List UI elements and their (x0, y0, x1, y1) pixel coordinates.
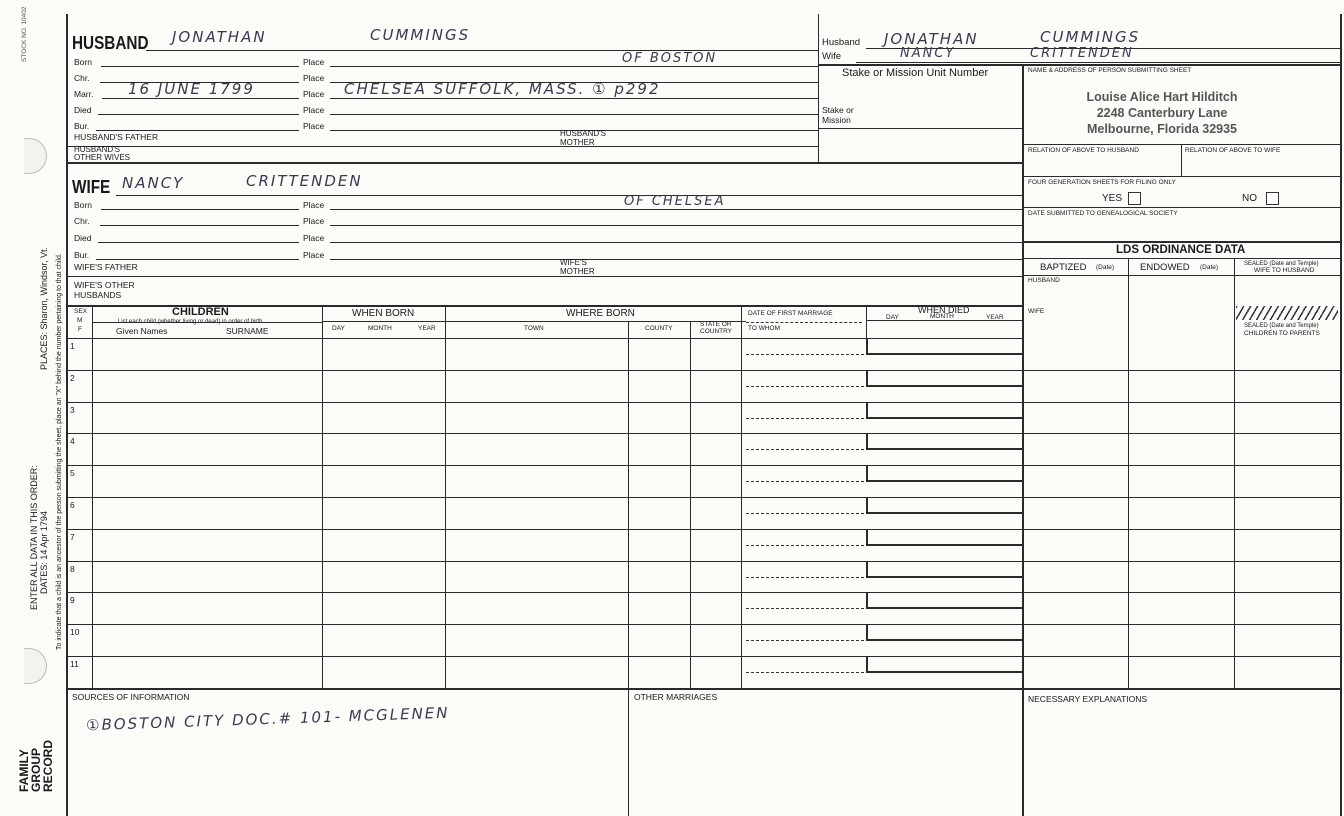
lds-ordinance-heading: LDS ORDINANCE DATA (1116, 244, 1246, 256)
sex-m-label: M (77, 317, 83, 324)
baptized-label: BAPTIZED (1040, 262, 1087, 273)
child-row-number: 3 (70, 404, 75, 415)
husband-section-bottom (66, 162, 1022, 164)
dates-note: DATES: 14 Apr 1794 (39, 511, 49, 594)
husband-surname: CUMMINGS (370, 26, 471, 44)
child-row-number: 11 (70, 659, 79, 669)
husband-other-wives-2: OTHER WIVES (74, 153, 131, 162)
child-row-divider (66, 561, 1340, 562)
child-row-number: 10 (70, 627, 80, 638)
date-submitted-label: DATE SUBMITTED TO GENEALOGICAL SOCIETY (1028, 210, 1178, 217)
submitter-city: Melbourne, Florida 32935 (1086, 122, 1238, 136)
source-entry: ①BOSTON CITY DOC.# 101- MCGLENEN (85, 703, 450, 735)
marriage-date-line (746, 449, 864, 450)
stake-unit-number-label: Stake or Mission Unit Number (842, 67, 989, 79)
baptized-date-label: (Date) (1096, 264, 1115, 271)
died-day-label: DAY (886, 314, 899, 321)
stake-mission-label-1: Stake or (822, 105, 854, 115)
wife-born-label: Born (74, 200, 92, 210)
ordinance-wife-label: WIFE (1028, 308, 1045, 315)
child-row-number: 2 (70, 372, 75, 383)
husband-mother-label-2: MOTHER (560, 138, 595, 147)
form-title-line-3: RECORD (41, 739, 55, 792)
wife-heading: WIFE (72, 177, 111, 197)
relation-to-wife-label: RELATION OF ABOVE TO WIFE (1185, 147, 1281, 154)
husband-died-label: Died (74, 105, 92, 115)
marriage-date-line (746, 640, 864, 641)
tr-husband-given: JONATHAN (884, 30, 979, 48)
tr-wife-given: NANCY (900, 46, 956, 61)
no-checkbox[interactable] (1266, 192, 1279, 205)
marriage-date-line (746, 672, 864, 673)
surname-label: SURNAME (226, 326, 269, 336)
wife-given-name: NANCY (122, 174, 185, 192)
other-marriages-label: OTHER MARRIAGES (634, 692, 718, 702)
husband-heading: HUSBAND (72, 33, 149, 53)
husband-name-line (146, 50, 818, 51)
county-label: COUNTY (645, 325, 673, 332)
husband-marriage-place: CHELSEA SUFFOLK, MASS. ① p292 (344, 80, 661, 98)
husband-marr-label: Marr. (74, 89, 94, 99)
husband-marriage-date: 16 JUNE 1799 (128, 80, 255, 98)
tr-husband-surname: CUMMINGS (1040, 28, 1141, 46)
child-row-number: 5 (70, 468, 75, 479)
ancestor-note: To indicate that a child is an ancestor of the person submitting the sheet, place an "X" behind the number pertaining to that child. (56, 253, 63, 650)
town-label: TOWN (524, 325, 544, 332)
husband-father-label: HUSBAND'S FATHER (74, 132, 159, 142)
first-marriage-label: DATE OF FIRST MARRIAGE (748, 310, 833, 317)
children-list-note: List each child (whether living or dead) in order of birth (118, 319, 263, 325)
wife-bur-place-label: Place (303, 250, 325, 260)
died-bracket (866, 657, 1024, 673)
wife-mother-label-2: MOTHER (560, 267, 595, 276)
marriage-date-line (746, 418, 864, 419)
died-bracket (866, 371, 1024, 387)
explanations-label: NECESSARY EXPLANATIONS (1028, 694, 1148, 704)
child-row-number: 1 (70, 341, 75, 351)
husband-given-name: JONATHAN (172, 28, 267, 46)
wife-chr-label: Chr. (74, 216, 90, 226)
child-row-number: 7 (70, 531, 75, 542)
husband-born-place: OF BOSTON (622, 51, 718, 66)
died-year-label: YEAR (986, 314, 1004, 321)
husband-mother-label-1: HUSBAND'S (560, 129, 606, 138)
husband-other-wives-1: HUSBAND'S (74, 145, 120, 154)
when-born-label: WHEN BORN (352, 308, 415, 319)
wife-name-line (116, 195, 1022, 196)
husband-marr-place-label: Place (303, 89, 325, 99)
died-bracket (866, 593, 1024, 609)
died-bracket (866, 434, 1024, 450)
four-gen-label: FOUR GENERATION SHEETS FOR FILING ONLY (1028, 179, 1176, 186)
wife-died-label: Died (74, 233, 92, 243)
children-heading: CHILDREN (172, 306, 229, 318)
enter-all-note: ENTER ALL DATA IN THIS ORDER: (29, 465, 39, 610)
when-died-label: WHEN DIED (918, 305, 970, 315)
child-row-divider (66, 624, 1340, 625)
sex-label: SEX (74, 308, 88, 315)
born-day-label: DAY (332, 325, 345, 332)
husband-chr-label: Chr. (74, 73, 90, 83)
submitter-street: 2248 Canterbury Lane (1096, 106, 1228, 120)
state-label-1: STATE OR (700, 321, 732, 328)
died-bracket (866, 498, 1024, 514)
sealed-hatch (1236, 306, 1338, 320)
no-label: NO (1242, 193, 1257, 204)
child-row-divider (66, 656, 1340, 657)
wife-other-husbands-1: WIFE'S OTHER (74, 280, 135, 290)
places-note: PLACES: Sharon, Windsor, Vt. (39, 246, 49, 370)
died-bracket (866, 530, 1024, 546)
husband-died-place-label: Place (303, 105, 325, 115)
yes-checkbox[interactable] (1128, 192, 1141, 205)
marriage-date-line (746, 545, 864, 546)
ordinance-husband-label: HUSBAND (1028, 277, 1060, 284)
tr-husband-label: Husband (822, 37, 861, 48)
husband-born-place-label: Place (303, 57, 325, 67)
top-mid-divider (818, 14, 819, 162)
died-bracket (866, 403, 1024, 419)
form-title (18, 740, 54, 792)
sealed-ctp-label-1: SEALED (Date and Temple) (1244, 323, 1319, 329)
died-bracket (866, 562, 1024, 578)
given-names-label: Given Names (116, 326, 168, 336)
marriage-date-line (746, 608, 864, 609)
child-row-divider (66, 592, 1340, 593)
died-bracket (866, 466, 1024, 482)
husband-chr-place-label: Place (303, 73, 325, 83)
child-row-number: 6 (70, 500, 75, 510)
child-row-number: 9 (70, 595, 75, 606)
relation-to-husband-label: RELATION OF ABOVE TO HUSBAND (1028, 147, 1139, 154)
sealed-wth-label-1: SEALED (Date and Temple) (1244, 261, 1319, 267)
died-bracket (866, 339, 1024, 355)
endowed-date-label: (Date) (1200, 264, 1219, 271)
child-row-divider (66, 465, 1340, 466)
child-row-number: 8 (70, 563, 75, 574)
husband-bur-label: Bur. (74, 121, 90, 131)
binder-hole-top (24, 138, 47, 174)
stake-mission-label-2: Mission (822, 115, 851, 125)
state-label-2: COUNTRY (700, 328, 733, 335)
died-month-label: MONTH (930, 313, 954, 320)
born-month-label: MONTH (368, 325, 392, 332)
endowed-label: ENDOWED (1140, 262, 1190, 273)
husband-born-label: Born (74, 57, 92, 67)
child-row-divider (66, 529, 1340, 530)
binder-hole-bottom (24, 648, 47, 684)
stock-code: STOCK NO. 10402 (21, 6, 28, 62)
child-row-number: 4 (70, 436, 75, 447)
wife-mother-label-1: WIFE'S (560, 258, 587, 267)
child-row-divider (66, 370, 1340, 371)
marriage-date-line (746, 513, 864, 514)
sealed-wth-label-2: WIFE TO HUSBAND (1254, 267, 1315, 274)
children-table-bottom (66, 688, 1340, 690)
child-row-divider (66, 433, 1340, 434)
submitter-label: NAME & ADDRESS OF PERSON SUBMITTING SHEET (1028, 67, 1192, 74)
marriage-date-line (746, 386, 864, 387)
tr-wife-label: Wife (822, 51, 841, 62)
died-bracket (866, 625, 1024, 641)
wife-born-place: OF CHELSEA (624, 194, 726, 209)
sex-f-label: F (78, 326, 82, 333)
wife-chr-place-label: Place (303, 216, 325, 226)
form-title-line-1: FAMILY (17, 749, 31, 792)
to-whom-label: TO WHOM (748, 325, 781, 332)
wife-born-place-label: Place (303, 200, 325, 210)
where-born-label: WHERE BORN (566, 308, 635, 319)
marriage-date-line (746, 354, 864, 355)
wife-other-husbands-2: HUSBANDS (74, 290, 122, 300)
wife-father-label: WIFE'S FATHER (74, 262, 138, 272)
wife-died-place-label: Place (303, 233, 325, 243)
child-row-divider (66, 497, 1340, 498)
born-year-label: YEAR (418, 325, 436, 332)
yes-label: YES (1102, 193, 1123, 204)
left-border (66, 14, 68, 816)
wife-bur-label: Bur. (74, 250, 90, 260)
wife-surname: CRITTENDEN (246, 172, 363, 190)
child-row-divider (66, 402, 1340, 403)
husband-bur-place-label: Place (303, 121, 325, 131)
tr-wife-surname: CRITTENDEN (1030, 46, 1134, 61)
form-title-line-2: GROUP (29, 747, 43, 792)
marriage-date-line (746, 577, 864, 578)
right-border (1340, 14, 1342, 816)
submitter-name: Louise Alice Hart Hilditch (1086, 90, 1238, 104)
marriage-date-line (746, 481, 864, 482)
sources-label: SOURCES OF INFORMATION (72, 692, 190, 702)
sealed-ctp-label-2: CHILDREN TO PARENTS (1244, 330, 1320, 337)
